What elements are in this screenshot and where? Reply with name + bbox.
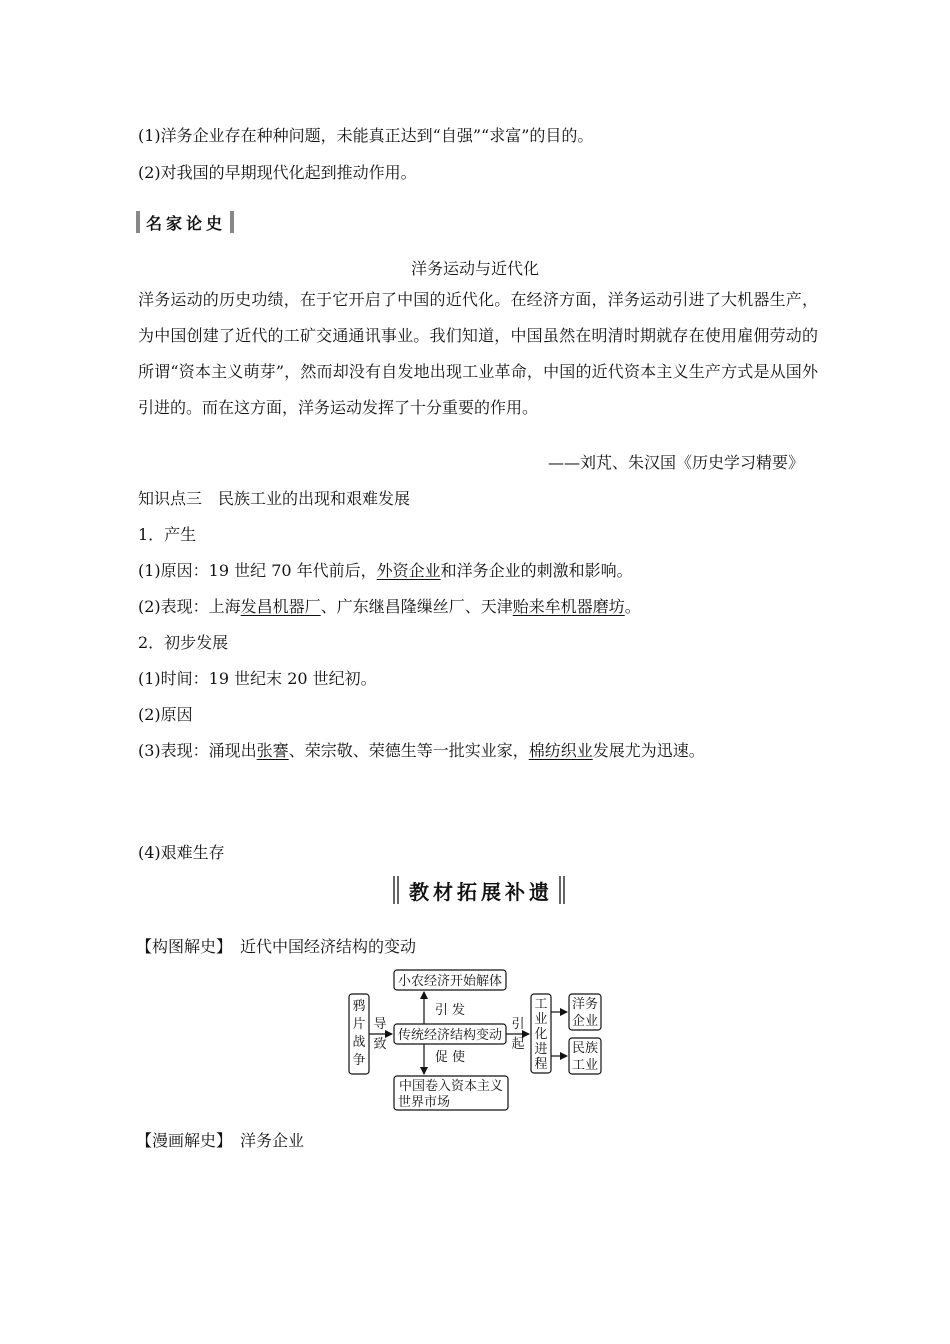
national-line-1: 民族 bbox=[571, 1041, 599, 1056]
industrialization-char-1: 工 bbox=[534, 997, 548, 1012]
opium-char-1: 鸦 bbox=[352, 999, 366, 1014]
trigger-label: 引 发 bbox=[434, 1003, 466, 1018]
diagram-section-heading bbox=[136, 937, 416, 957]
industrialization-char-5: 程 bbox=[534, 1057, 548, 1072]
world-market-line-2: 世界市场 bbox=[398, 1095, 451, 1110]
industrialization-char-3: 化 bbox=[534, 1027, 548, 1042]
essay-title: 洋务运动与近代化 bbox=[410, 259, 539, 278]
industrialization-char-2: 业 bbox=[534, 1012, 548, 1027]
cause-char-2: 起 bbox=[511, 1037, 525, 1052]
zhangjian-term: 张謇 bbox=[256, 741, 289, 760]
lead-char-1: 导 bbox=[373, 1017, 387, 1032]
development-cause: (2)原因 bbox=[138, 705, 193, 724]
textbook-extension-banner bbox=[393, 874, 565, 906]
origin-cause-suffix: 和洋务企业的刺激和影响。 bbox=[440, 561, 633, 580]
opium-char-3: 战 bbox=[352, 1035, 366, 1050]
diagram-section-label: 【构图解史】 bbox=[136, 937, 233, 956]
origin-cause-prefix: (1)原因：19 世纪 70 年代前后， bbox=[138, 561, 377, 580]
opium-char-2: 片 bbox=[352, 1017, 366, 1032]
economic-structure-diagram bbox=[340, 962, 612, 1116]
origin-cause bbox=[138, 561, 633, 581]
development-manifestation bbox=[138, 741, 705, 761]
national-line-2: 工业 bbox=[571, 1058, 599, 1073]
manifestation-prefix: (2)表现：上海 bbox=[138, 597, 241, 616]
section-tag-label: 名家论史 bbox=[146, 213, 227, 233]
industrialization-char-4: 进 bbox=[534, 1042, 548, 1057]
dev-manifestation-suffix: 发展尤为迅速。 bbox=[592, 741, 705, 760]
fachang-factory-term: 发昌机器厂 bbox=[240, 597, 321, 616]
comic-section-title: 洋务企业 bbox=[240, 1131, 305, 1150]
foreign-enterprise-term: 外资企业 bbox=[376, 561, 441, 580]
cotton-textile-term: 棉纺织业 bbox=[528, 741, 593, 760]
promote-label: 促 使 bbox=[434, 1050, 466, 1065]
yilaimou-mill-term: 贻来牟机器磨坊 bbox=[512, 597, 625, 616]
problem-line: (1)洋务企业存在种种问题，未能真正达到“自强”“求富”的目的。 bbox=[138, 126, 594, 145]
opium-char-4: 争 bbox=[352, 1053, 366, 1068]
world-market-line-1: 中国卷入资本主义 bbox=[398, 1079, 504, 1094]
subsection-origin: 1．产生 bbox=[138, 525, 197, 544]
traditional-label: 传统经济结构变动 bbox=[397, 1028, 503, 1043]
dev-manifestation-prefix: (3)表现：涌现出 bbox=[138, 741, 257, 760]
small-farm-label: 小农经济开始解体 bbox=[397, 974, 503, 989]
diagram-section-title: 近代中国经济结构的变动 bbox=[240, 937, 417, 956]
banner-bar-right bbox=[559, 876, 565, 904]
manifestation-middle: 、广东继昌隆缫丝厂、天津 bbox=[320, 597, 513, 616]
banner-label: 教材拓展补遗 bbox=[409, 879, 553, 904]
tag-bar-right bbox=[230, 211, 234, 233]
yangwu-line-1: 洋务 bbox=[571, 997, 599, 1012]
cause-char-1: 引 bbox=[511, 1017, 525, 1032]
essay-attribution: ——刘芃、朱汉国《历史学习精要》 bbox=[547, 453, 804, 472]
comic-section-label: 【漫画解史】 bbox=[136, 1131, 233, 1150]
effect-line: (2)对我国的早期现代化起到推动作用。 bbox=[138, 163, 417, 182]
essay-body: 洋务运动的历史功绩，在于它开启了中国的近代化。在经济方面，洋务运动引进了大机器生产，为中国创建了近代的工矿交通通讯事业。我们知道，中国虽然在明清时期就存在使用雇佣劳动的所谓“资本主义萌芽”，然而却没有自发地出现工业革命，中国的近代资本主义生产方式是从国外引进的。而在这方面，洋务运动发挥了十分重要的作用。 bbox=[138, 290, 818, 417]
comic-section-heading bbox=[136, 1131, 304, 1151]
development-time: (1)时间：19 世纪末 20 世纪初。 bbox=[138, 669, 377, 688]
difficult-survival: (4)艰难生存 bbox=[138, 843, 225, 862]
subsection-initial-development: 2．初步发展 bbox=[138, 633, 229, 652]
section-tag-famous-historians bbox=[136, 210, 234, 234]
origin-manifestation bbox=[138, 597, 641, 617]
yangwu-line-2: 企业 bbox=[571, 1014, 599, 1029]
knowledge-point-title: 知识点三 民族工业的出现和艰难发展 bbox=[138, 489, 411, 508]
lead-char-2: 致 bbox=[373, 1037, 387, 1052]
manifestation-suffix: 。 bbox=[624, 597, 641, 616]
dev-manifestation-middle: 、荣宗敬、荣德生等一批实业家， bbox=[288, 741, 529, 760]
